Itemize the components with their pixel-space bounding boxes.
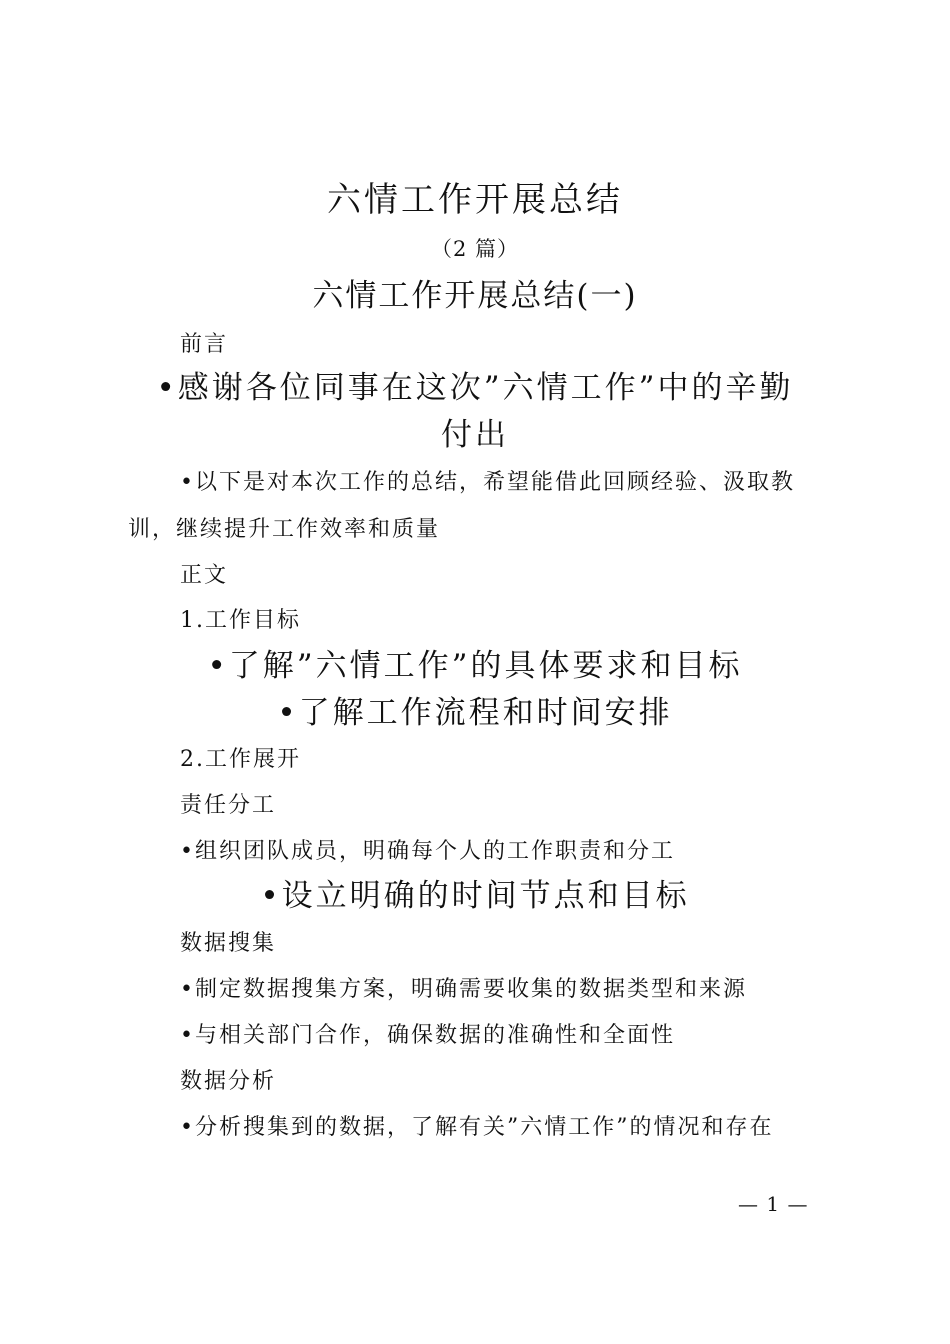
preface-heading: 前言 xyxy=(180,332,229,357)
collection-heading: 数据搜集 xyxy=(180,931,277,956)
division-item-2: •设立明确的时间节点和目标 xyxy=(260,878,690,914)
thanks-line-2: 付出 xyxy=(441,417,509,453)
collection-item-2: •与相关部门合作，确保数据的准确性和全面性 xyxy=(180,1023,675,1048)
deploy-heading: 2.工作展开 xyxy=(180,747,301,772)
thanks-line-1: •感谢各位同事在这次”六情工作”中的辛勤 xyxy=(156,370,794,406)
page-number: — 1 — xyxy=(738,1192,809,1216)
article-count: （2 篇） xyxy=(430,237,520,261)
analysis-heading: 数据分析 xyxy=(180,1069,277,1094)
goal-heading: 1.工作目标 xyxy=(180,608,301,633)
division-heading: 责任分工 xyxy=(180,793,277,818)
goal-item-2: •了解工作流程和时间安排 xyxy=(277,695,673,731)
summary-line-1: •以下是对本次工作的总结，希望能借此回顾经验、汲取教 xyxy=(180,470,795,495)
body-heading: 正文 xyxy=(180,563,229,588)
division-item-1: •组织团队成员，明确每个人的工作职责和分工 xyxy=(180,839,675,864)
document-subtitle: 六情工作开展总结(一) xyxy=(312,278,638,314)
analysis-item-1: •分析搜集到的数据，了解有关”六情工作”的情况和存在 xyxy=(180,1115,774,1140)
collection-item-1: •制定数据搜集方案，明确需要收集的数据类型和来源 xyxy=(180,977,747,1002)
goal-item-1: •了解”六情工作”的具体要求和目标 xyxy=(207,648,743,684)
document-title: 六情工作开展总结 xyxy=(327,180,623,220)
summary-line-2: 训，继续提升工作效率和质量 xyxy=(128,517,441,542)
